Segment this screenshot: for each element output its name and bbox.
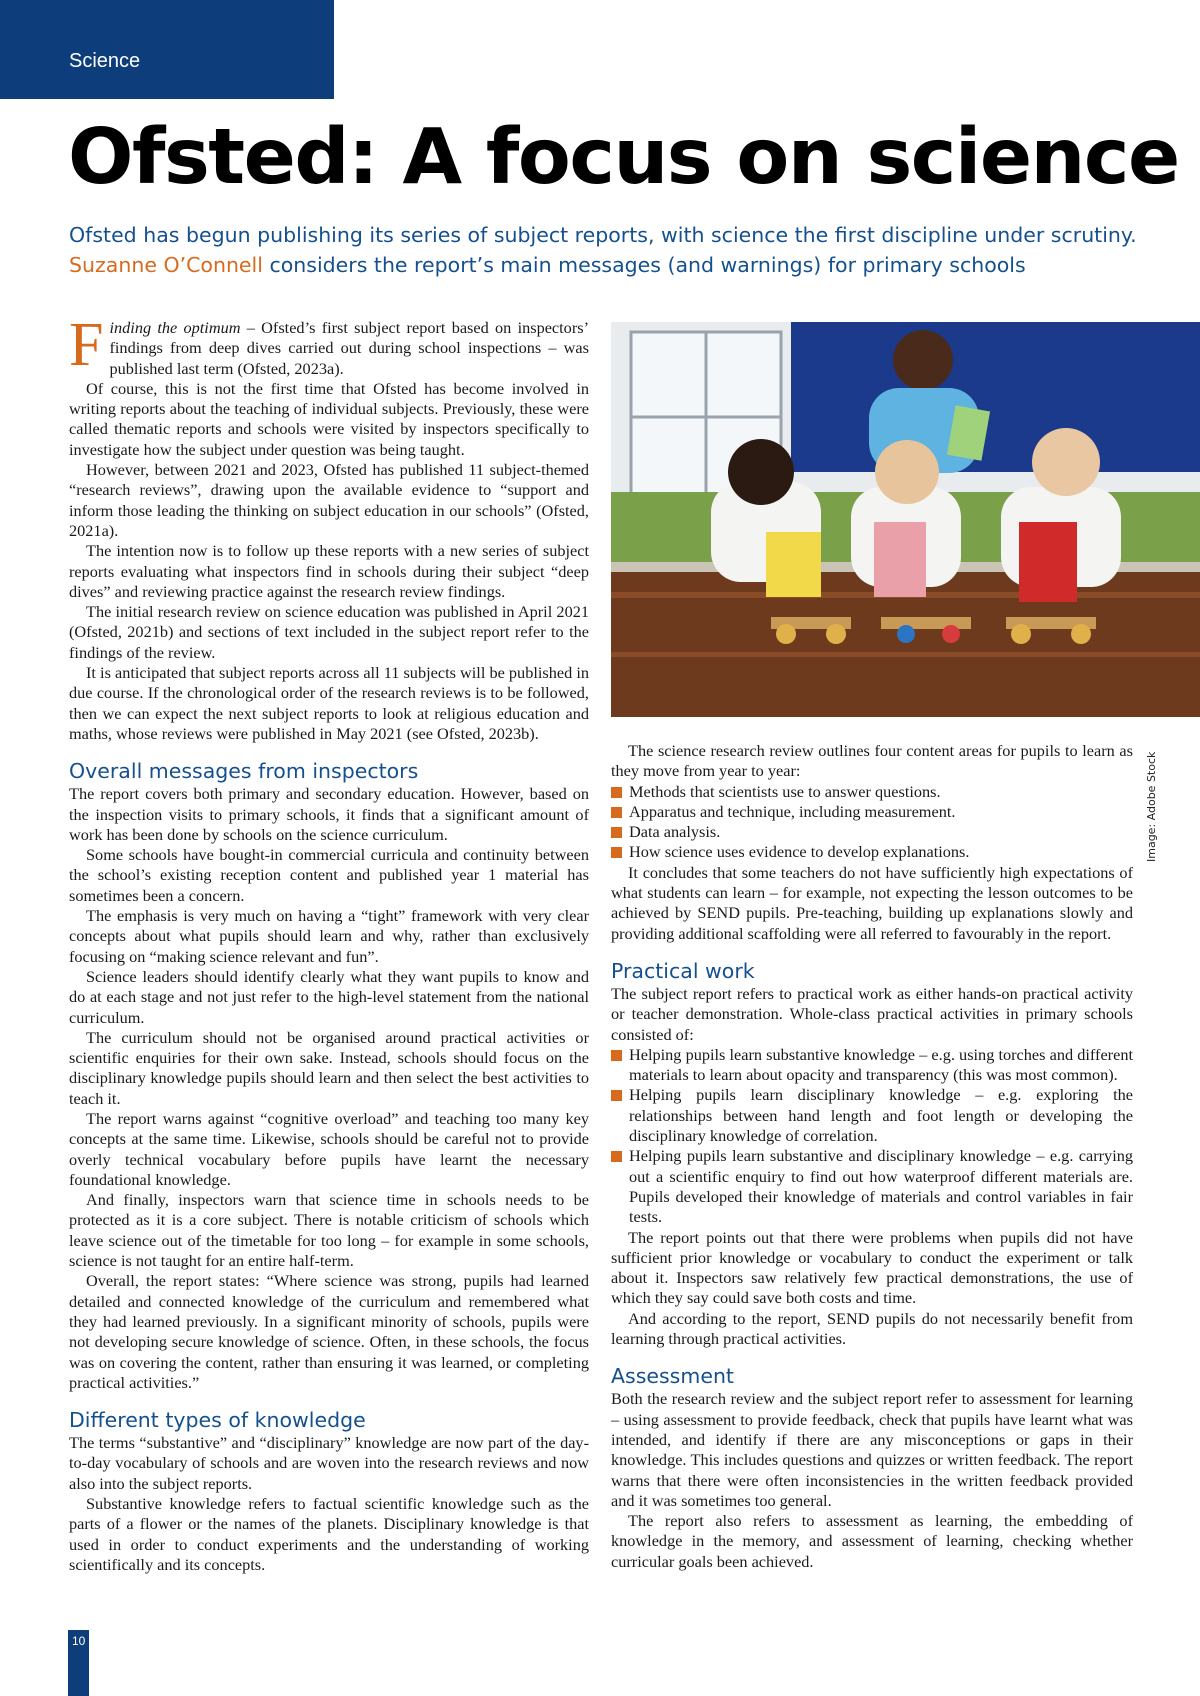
author-name: Suzanne O’Connell — [69, 253, 263, 277]
list-item: Helping pupils learn disciplinary knowledge – e.g. exploring the relationships between hand length and foot length or developing the disciplinary knowledge of correlation. — [611, 1085, 1133, 1146]
heading-types-of-knowledge: Different types of knowledge — [69, 1408, 366, 1433]
right-column — [611, 741, 1133, 1572]
heading-practical-work: Practical work — [611, 958, 755, 983]
list-item: Data analysis. — [611, 822, 1133, 842]
paragraph: The science research review outlines four content areas for pupils to learn as they move from year to year: — [611, 741, 1133, 781]
paragraph: The report warns against “cognitive overload” and teaching too many key concepts at the same time. Likewise, schools should be careful not to provide overly technical vocabulary before pupils have learnt the necessary foundational knowledge. — [69, 1108, 589, 1189]
article-title: Ofsted: A focus on science — [68, 113, 1179, 202]
list-item: Methods that scientists use to answer questions. — [611, 782, 1133, 802]
paragraph: The report points out that there were problems when pupils did not have sufficient prior knowledge or vocabulary to conduct the experiment or talk about it. Inspectors saw relatively few practical demonstrations, the use of which they say could save both costs and time. — [611, 1227, 1133, 1308]
paragraph: It concludes that some teachers do not have sufficiently high expectations of what students can learn – for example, not expecting the lesson outcomes to be achieved by SEND pupils. Pre-teaching, building up explanations slowly and providing additional scaffolding were all referred to favourably in the report. — [611, 862, 1133, 943]
paragraph: The report also refers to assessment as learning, the embedding of knowledge in the memory, and assessment of learning, checking whether curricular goals been achieved. — [611, 1511, 1133, 1571]
article-photo — [611, 322, 1200, 717]
left-column — [69, 311, 589, 1575]
standfirst-line-2: considers the report’s main messages (and warnings) for primary schools — [262, 253, 1026, 277]
practical-activities-list — [611, 1045, 1133, 1228]
intro-text: – Ofsted’s first subject report based on inspectors’ findings from deep dives carried out during school inspections – was published last term (Ofsted, 2023a). — [109, 318, 589, 378]
paragraph: Of course, this is not the first time that Ofsted has become involved in writing reports about the teaching of individual subjects. Previously, these were called thematic reports and schools were visited by inspectors specifically to investigate how the subject under question was being taught. — [69, 378, 589, 459]
content-areas-list — [611, 782, 1133, 863]
standfirst-line-1: Ofsted has begun publishing its series of subject reports, with science the first discipline under scrutiny. — [69, 223, 1137, 247]
paragraph: The curriculum should not be organised around practical activities or scientific enquiries for their own sake. Instead, schools should focus on the disciplinary knowledge pupils should learn and then select the best activities to teach it. — [69, 1027, 589, 1108]
paragraph: And finally, inspectors warn that science time in schools needs to be protected as it is a core subject. There is notable criticism of schools which leave science out of the timetable for too long – for example in some schools, science is not taught for an entire half-term. — [69, 1190, 589, 1271]
paragraph: Some schools have bought-in commercial curricula and continuity between the school’s existing reception content and published year 1 material has sometimes been a concern. — [69, 845, 589, 905]
image-credit: Image: Adobe Stock — [1145, 751, 1158, 862]
paragraph: The terms “substantive” and “disciplinary” knowledge are now part of the day-to-day vocabulary of schools and are woven into the research reviews and now also into the subject reports. — [69, 1433, 589, 1493]
paragraph: Overall, the report states: “Where science was strong, pupils had learned detailed and connected knowledge of the curriculum and remembered what they had learned previously. In a significant minority of schools, pupils were not developing secure knowledge of science. Often, in these schools, the focus was on covering the content, rather than ensuring it was learned, or completing practical activities.” — [69, 1271, 589, 1392]
paragraph: It is anticipated that subject reports across all 11 subjects will be published in due course. If the chronological order of the research reviews is to be followed, then we can expect the next subject reports to look at religious education and maths, whose reviews were published in May 2021 (see Ofsted, 2023b). — [69, 663, 589, 743]
paragraph: The emphasis is very much on having a “tight” framework with very clear concepts about what pupils should learn and why, rather than exclusively focusing on “making science relevant and fun”. — [69, 906, 589, 966]
list-item: Helping pupils learn substantive knowledge – e.g. using torches and different materials to learn about opacity and transparency (this was most common). — [611, 1045, 1133, 1086]
paragraph: Substantive knowledge refers to factual scientific knowledge such as the parts of a flower or the names of the planets. Disciplinary knowledge is that used in order to conduct experiments and the understanding of working scientifically and its concepts. — [69, 1494, 589, 1574]
heading-overall-messages: Overall messages from inspectors — [69, 759, 419, 784]
paragraph: The intention now is to follow up these reports with a new series of subject reports evaluating what inspectors find in schools during their subject “deep dives” and reviewing practice against the research review findings. — [69, 541, 589, 601]
paragraph: The initial research review on science education was published in April 2021 (Ofsted, 2021b) and sections of text included in the subject report refer to the findings of the review. — [69, 602, 589, 662]
standfirst — [69, 220, 1159, 280]
heading-assessment: Assessment — [611, 1364, 734, 1389]
paragraph: The subject report refers to practical work as either hands-on practical activity or teacher demonstration. Whole-class practical activities in primary schools consisted of: — [611, 983, 1133, 1044]
paragraph: Science leaders should identify clearly what they want pupils to know and do at each stage and not just refer to the high-level statement from the national curriculum. — [69, 966, 589, 1027]
paragraph: And according to the report, SEND pupils do not necessarily benefit from learning through practical activities. — [611, 1308, 1133, 1349]
page-number: 10 — [72, 1634, 86, 1648]
section-label: Science — [69, 50, 141, 72]
paragraph: Both the research review and the subject report refer to assessment for learning – using assessment to provide feedback, check that pupils have learnt what was intended, and identify if there are any misconceptions or gaps in their knowledge. This includes questions and quizzes or written feedback. The report warns that there were often inconsistencies in the written feedback provided and it was sometimes too general. — [611, 1389, 1133, 1510]
classroom-photo-illustration — [611, 322, 1200, 717]
intro-paragraph — [69, 311, 589, 379]
intro-italic: inding the optimum — [109, 318, 241, 337]
list-item: Apparatus and technique, including measurement. — [611, 802, 1133, 822]
drop-cap: F — [69, 311, 104, 379]
list-item: How science uses evidence to develop explanations. — [611, 842, 1133, 862]
paragraph: However, between 2021 and 2023, Ofsted has published 11 subject-themed “research reviews”, drawing upon the available evidence to “support and inform those leading the thinking on subject education in our schools” (Ofsted, 2021a). — [69, 460, 589, 540]
paragraph: The report covers both primary and secondary education. However, based on the inspection visits to primary schools, it finds that a significant amount of work has been done by schools on the science curriculum. — [69, 784, 589, 844]
list-item: Helping pupils learn substantive and disciplinary knowledge – e.g. carrying out a scientific enquiry to find out how waterproof different materials are. Pupils developed their knowledge of materials and control variables in fair tests. — [611, 1146, 1133, 1227]
section-tab — [0, 0, 334, 99]
